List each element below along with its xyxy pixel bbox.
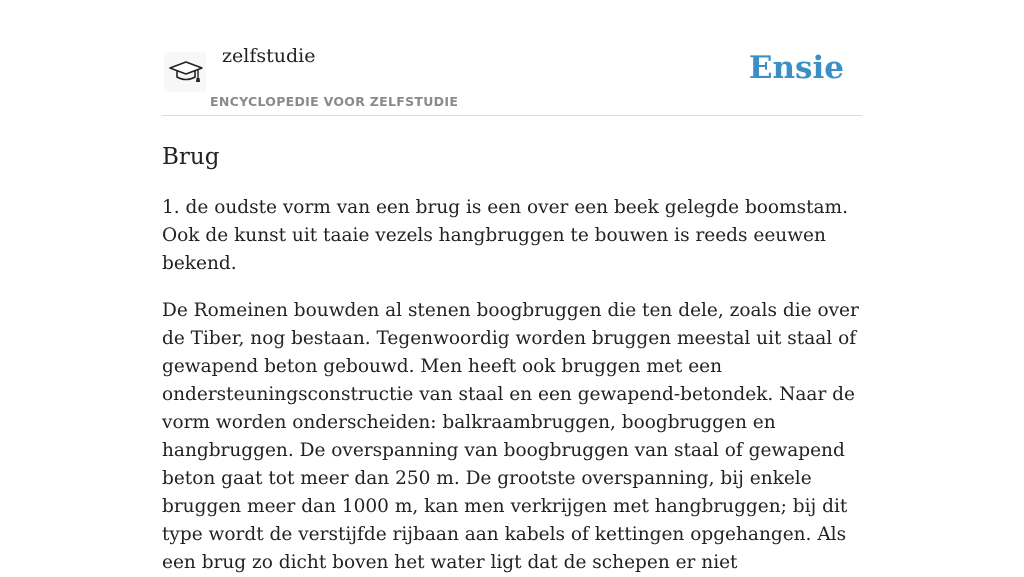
site-header (162, 0, 862, 116)
article-title: Brug (162, 144, 220, 170)
graduation-cap-svg (169, 58, 203, 86)
content-container (162, 0, 862, 577)
graduation-cap-icon[interactable] (164, 52, 206, 92)
brand-logo-link[interactable]: Ensie (748, 50, 844, 86)
site-name[interactable]: zelfstudie (222, 45, 316, 67)
article-paragraph: De Romeinen bouwden al stenen boogbruggen die ten dele, zoals die over de Tiber, nog bestaan. Tegenwoordig worden bruggen meestal uit staal of gewapend beton gebouwd. Men heeft ook bruggen met een ondersteuningsconstructie van staal en een gewapend-betondek. Naar de vorm worden onderscheiden: balkraambruggen, boogbruggen en hangbruggen. De overspanning van boogbruggen van staal of gewapend beton gaat tot meer dan 250 m. De grootste overspanning, bij enkele bruggen meer dan 1000 m, kan men verkrijgen met hangbruggen; bij dit type wordt de verstijfde rijbaan aan kabels of kettingen opgehangen. Als een brug zo dicht boven het water ligt dat de schepen er niet (162, 300, 859, 573)
article-paragraph: 1. de oudste vorm van een brug is een over een beek gelegde boomstam. Ook de kunst uit taaie vezels hangbruggen te bouwen is reeds eeuwen bekend. (162, 197, 848, 274)
site-tagline: ENCYCLOPEDIE VOOR ZELFSTUDIE (210, 94, 459, 109)
